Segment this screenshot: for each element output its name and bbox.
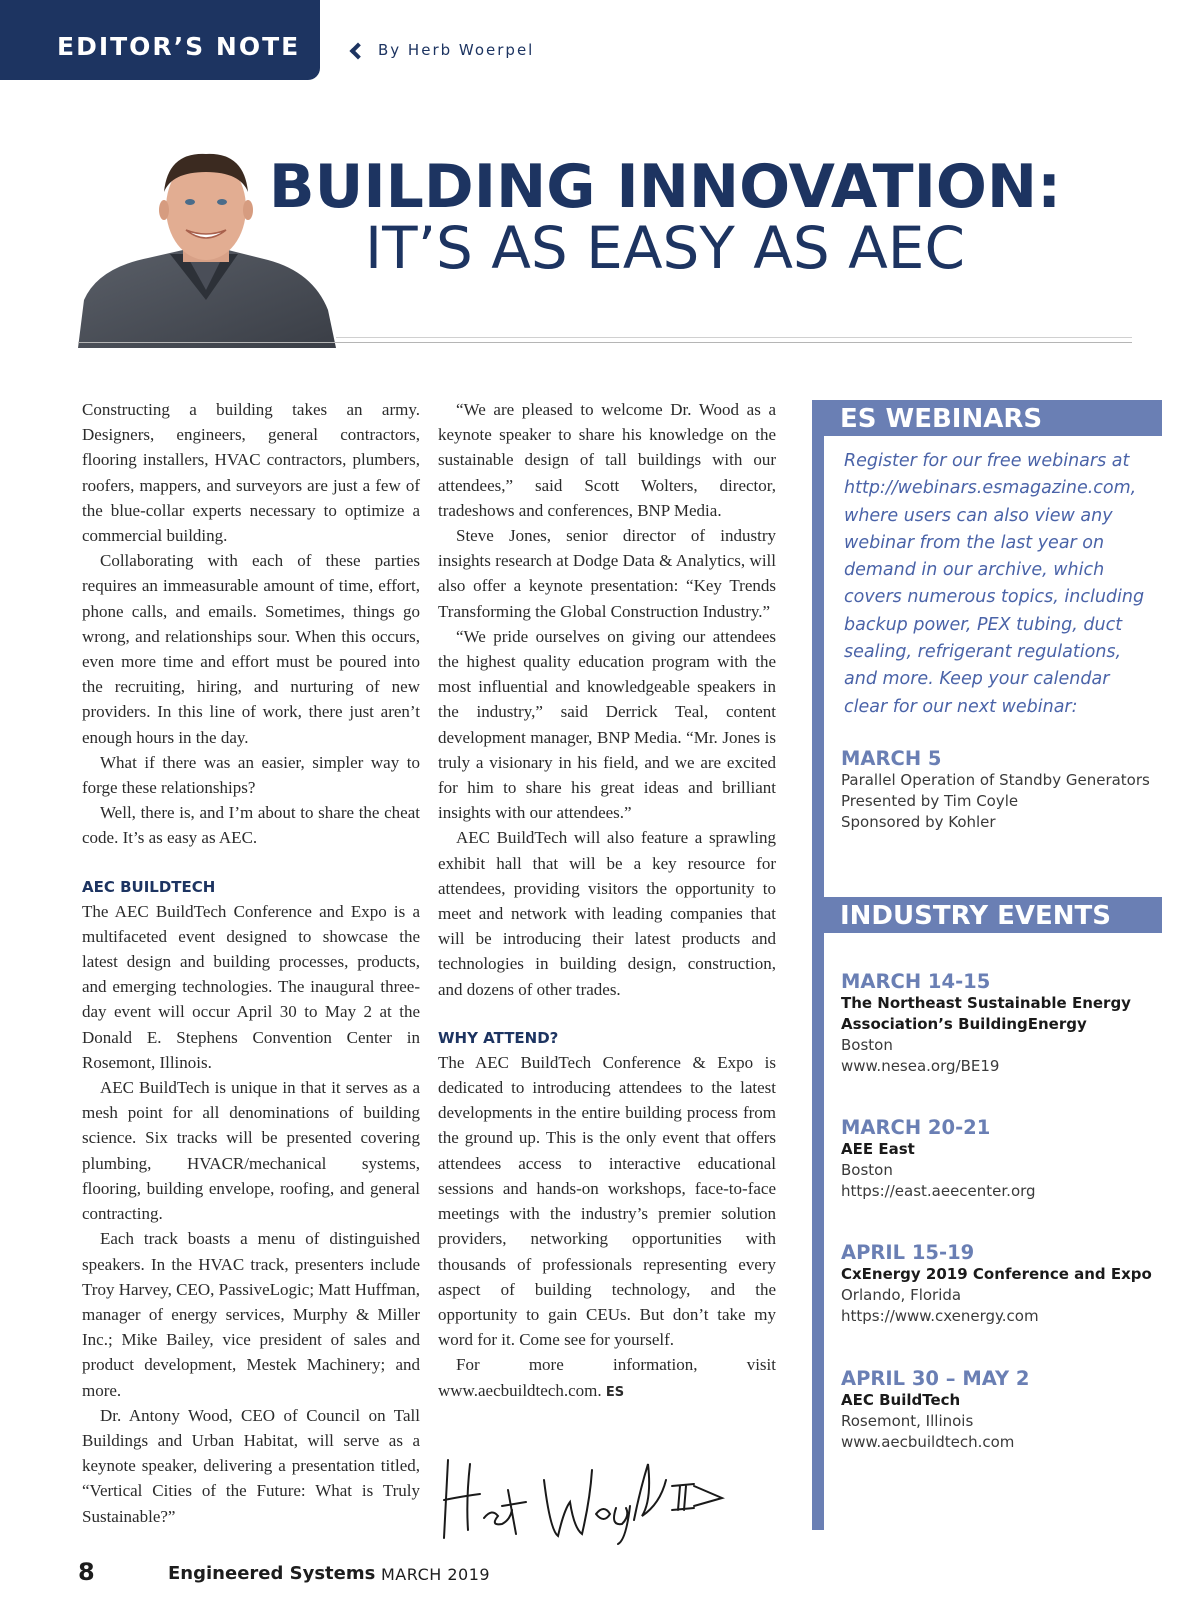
section-tab — [0, 0, 320, 80]
paragraph: Collaborating with each of these parties requires an immeasurable amount of time, effort, phone calls, and emails. Sometimes, things go wrong, and relationships sour. When this occurs, even more time and effort must be poured into the recruiting, hiring, and nurturing of new providers. In this line of work, there just aren’t enough hours in the day. — [82, 551, 420, 747]
event-date: APRIL 15-19 — [841, 1241, 975, 1264]
event-entry — [841, 1241, 1161, 1327]
webinars-heading: ES WEBINARS — [824, 400, 1162, 436]
chevron-left-icon — [350, 42, 367, 59]
event-date: MARCH 20-21 — [841, 1116, 991, 1139]
event-date: MARCH 14-15 — [841, 970, 991, 993]
event-entry — [841, 970, 1161, 1077]
event-name: AEC BuildTech — [841, 1391, 961, 1409]
paragraph: Steve Jones, senior director of industry insights research at Dodge Data & Analytics, will also offer a keynote presentation: “Key Trends Transforming the Global Construction Industry.” — [438, 526, 776, 621]
page-number: 8 — [78, 1558, 95, 1586]
event-name: CxEnergy 2019 Conference and Expo — [841, 1265, 1152, 1283]
section-label: EDITOR’S NOTE — [57, 32, 301, 61]
event-name: The Northeast Sustainable Energy Association’s BuildingEnergy — [841, 994, 1131, 1033]
paragraph: Constructing a building takes an army. Designers, engineers, general contractors, flooring installers, HVAC contractors, plumbers, roofers, mappers, and surveyors are just a few of the blue-collar experts necessary to optimize a commercial building. — [82, 400, 420, 546]
paragraph: AEC BuildTech will also feature a sprawling exhibit hall that will be a key resource for attendees, providing visitors the opportunity to meet and network with leading companies that will be introducing their latest products and technologies in building design, construction, and dozens of other trades. — [438, 828, 776, 999]
headline-line2: IT’S AS EASY AS AEC — [365, 214, 965, 282]
paragraph: Dr. Antony Wood, CEO of Council on Tall Buildings and Urban Habitat, will serve as a keynote speaker, delivering a presentation titled, “Vertical Cities of the Future: What is Truly Sustainable?” — [82, 1405, 420, 1526]
event-location: Rosemont, Illinois — [841, 1412, 974, 1430]
event-date: APRIL 30 – MAY 2 — [841, 1367, 1030, 1390]
webinar-entry — [841, 747, 1161, 833]
paragraph: Well, there is, and I’m about to share the cheat code. It’s as easy as AEC. — [82, 803, 420, 848]
webinar-date: MARCH 5 — [841, 747, 942, 770]
title-rule-base — [78, 342, 1132, 343]
event-url[interactable]: www.aecbuildtech.com — [841, 1433, 1015, 1451]
issue-date: MARCH 2019 — [381, 1565, 491, 1584]
webinars-intro: Register for our free webinars at http://webinars.esmagazine.com, where users can also view any webinar from the last year on demand in our archive, which covers numerous topics, including backup power, PEX tubing, duct sealing, refrigerant regulations, and more. Keep your calendar clear for our next webinar: — [844, 451, 1145, 717]
subhead-aec-buildtech: AEC BUILDTECH — [82, 877, 216, 896]
headline-line1: BUILDING INNOVATION: — [268, 152, 1062, 222]
industry-events-heading: INDUSTRY EVENTS — [824, 897, 1162, 933]
webinar-presenter: Presented by Tim Coyle — [841, 792, 1019, 810]
magazine-name: Engineered Systems — [168, 1563, 376, 1584]
event-location: Boston — [841, 1161, 893, 1179]
paragraph: What if there was an easier, simpler way to forge these relationships? — [82, 752, 420, 798]
paragraph: “We pride ourselves on giving our attendees the highest quality education program with the most influential and knowledgeable speakers in the industry,” said Derrick Teal, content development manager, BNP Media. “Mr. Jones is truly a visionary in his field, and we are excited for him to share his great ideas and brilliant insights with our attendees.” — [438, 626, 776, 823]
paragraph: The AEC BuildTech Conference & Expo is dedicated to introducing attendees to the latest developments in the entire building process from the ground up. This is the only event that offers attendees access to interactive educational sessions and hands-on workshops, face-to-face meetings with the industry’s premier solution providers, networking opportunities with thousands of professionals representing every aspect of building technology, and the opportunity to gain CEUs. But don’t take my word for it. Come see for yourself. — [438, 1052, 776, 1350]
event-url[interactable]: https://east.aeecenter.org — [841, 1182, 1036, 1200]
paragraph: The AEC BuildTech Conference and Expo is a multifaceted event designed to showcase the latest design and building processes, products, and emerging technologies. The inaugural three-day event will occur April 30 to May 2 at the Donald E. Stephens Convention Center in Rosemont, Illinois. — [82, 901, 420, 1072]
more-info-text: For more information, visit www.aecbuildtech.com. — [438, 1355, 776, 1400]
author-signature — [440, 1450, 740, 1545]
article-column-1 — [82, 397, 420, 1529]
article-column-2 — [438, 397, 776, 1405]
sidebar-accent-bar — [812, 400, 824, 1530]
event-url[interactable]: https://www.cxenergy.com — [841, 1307, 1039, 1325]
paragraph — [438, 1352, 776, 1404]
paragraph: “We are pleased to welcome Dr. Wood as a keynote speaker to share his knowledge on the sustainable design of tall buildings with our attendees,” said Scott Wolters, director, tradeshows and conferences, BNP Media. — [438, 400, 776, 520]
event-name: AEE East — [841, 1140, 915, 1158]
es-end-mark: ES — [605, 1384, 625, 1400]
webinar-title: Parallel Operation of Standby Generators — [841, 771, 1150, 789]
title-rule — [336, 337, 1132, 338]
webinar-sponsor: Sponsored by Kohler — [841, 813, 996, 831]
paragraph: AEC BuildTech is unique in that it serves as a mesh point for all denominations of building science. Six tracks will be presented covering plumbing, HVACR/mechanical systems, flooring, building envelope, roofing, and general contracting. — [82, 1078, 420, 1224]
event-location: Orlando, Florida — [841, 1286, 962, 1304]
event-entry — [841, 1116, 1161, 1202]
event-location: Boston — [841, 1036, 893, 1054]
paragraph: Each track boasts a menu of distinguished speakers. In the HVAC track, presenters include Troy Harvey, CEO, PassiveLogic; Matt Huffman, manager of energy services, Murphy & Miller Inc.; Mike Bailey, vice president of sales and product development, Mestek Machinery; and more. — [82, 1229, 420, 1400]
event-url[interactable]: www.nesea.org/BE19 — [841, 1057, 1000, 1075]
byline-text: By Herb Woerpel — [378, 41, 535, 59]
subhead-why-attend: WHY ATTEND? — [438, 1028, 559, 1047]
event-entry — [841, 1367, 1161, 1453]
byline — [352, 41, 534, 59]
